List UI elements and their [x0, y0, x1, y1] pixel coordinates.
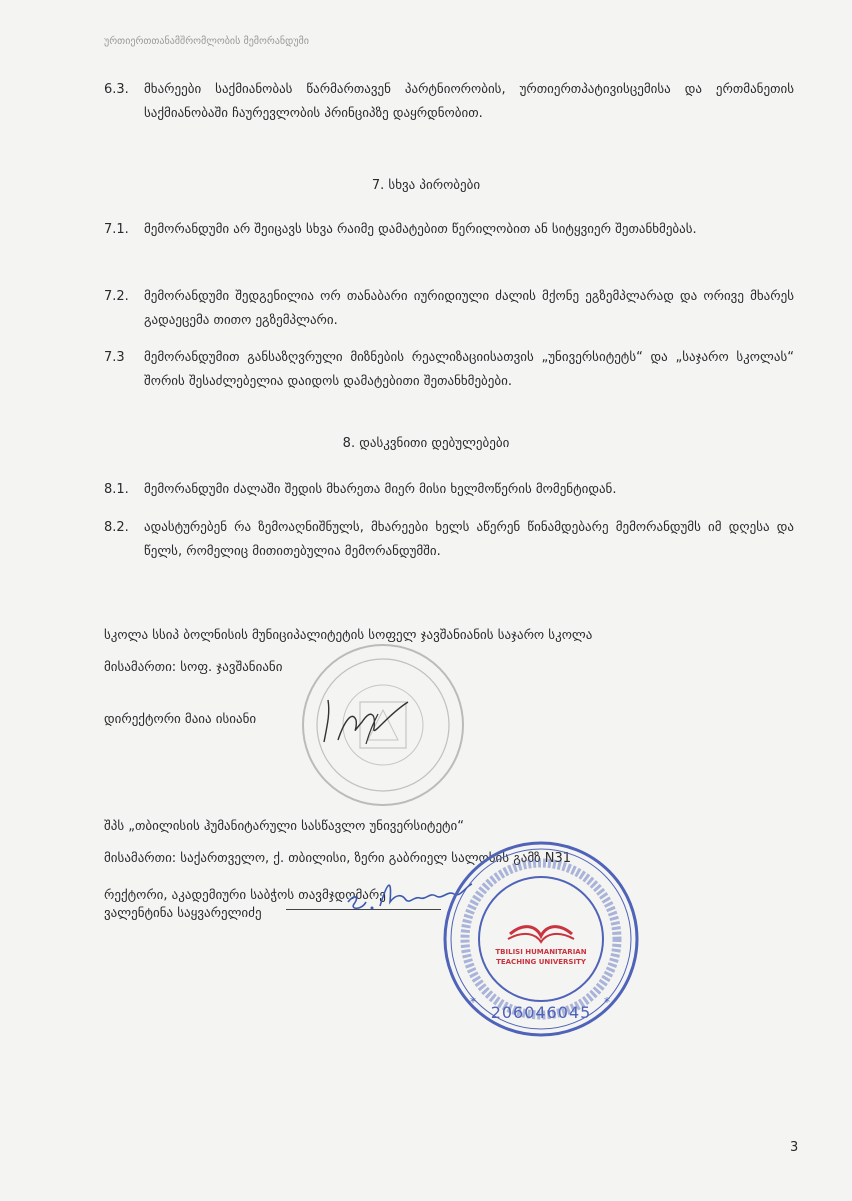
- school-name: სკოლა სსიპ ბოლნისის მუნიციპალიტეტის სოფელ ჯავშანიანის საჯარო სკოლა: [104, 628, 593, 643]
- director-signature-icon: [316, 692, 416, 752]
- clause-8-1: [104, 478, 794, 502]
- clause-7-3: [104, 346, 794, 394]
- clause-7-2: [104, 285, 794, 333]
- clause-text: მხარეები საქმიანობას წარმართავენ პარტნიორობის, ურთიერთპატივისცემისა და ერთმანეთის საქმიანობაში ჩაურევლობის პრინციპზე დაყრდნობით.: [144, 82, 794, 121]
- seal-logo-text-2: TEACHING UNIVERSITY: [496, 958, 586, 966]
- seal-registration-number: 206046045: [490, 1003, 592, 1022]
- clause-number: 8.2.: [104, 520, 129, 535]
- svg-text:*: *: [470, 995, 476, 1009]
- university-rector: ვალენტინა საყვარელიძე: [104, 906, 262, 921]
- clause-6-3: [104, 78, 794, 126]
- clause-text: მემორანდუმი შედგენილია ორ თანაბარი იურიდიული ძალის მქონე ეგზემპლარად და ორივე მხარეს გადაეცემა თითო ეგზემპლარი.: [144, 289, 794, 328]
- seal-logo-text-1: TBILISI HUMANITARIAN: [495, 948, 587, 956]
- clause-number: 7.1.: [104, 222, 129, 237]
- header-note: ურთიერთთანამშრომლობის მემორანდუმი: [104, 36, 309, 47]
- clause-number: 7.2.: [104, 289, 129, 304]
- university-name: შპს „თბილისის ჰუმანიტარული სასწავლო უნივერსიტეტი“: [104, 819, 465, 834]
- university-address: მისამართი: საქართველო, ქ. თბილისი, ზერი გაბრიელ სალოსის გამზ N31: [104, 851, 572, 866]
- section-8-title: 8. დასკვნითი დებულებები: [342, 436, 510, 451]
- clause-text: მემორანდუმით განსაზღვრული მიზნების რეალიზაციისათვის „უნივერსიტეტს“ და „საჯარო სკოლას“ შორის შესაძლებელია დაიდოს დამატებითი შეთანხმებები.: [144, 350, 794, 389]
- svg-text:*: *: [604, 995, 610, 1009]
- school-director: დირექტორი მაია ისიანი: [104, 712, 257, 727]
- clause-number: 6.3.: [104, 82, 129, 97]
- clause-7-1: [104, 218, 794, 242]
- clause-text: ადასტურებენ რა ზემოაღნიშნულს, მხარეები ხელს აწერენ წინამდებარე მემორანდუმს იმ დღესა და წელს, რომელიც მითითებულია მემორანდუმში.: [144, 520, 794, 559]
- clause-text: მემორანდუმი ძალაში შედის მხარეთა მიერ მისი ხელმოწერის მომენტიდან.: [144, 482, 617, 497]
- clause-number: 7.3: [104, 350, 125, 365]
- clause-text: მემორანდუმი არ შეიცავს სხვა რაიმე დამატებით წერილობით ან სიტყვიერ შეთანხმებას.: [144, 222, 697, 237]
- clause-8-2: [104, 516, 794, 564]
- clause-number: 8.1.: [104, 482, 129, 497]
- school-address: მისამართი: სოფ. ჯავშანიანი: [104, 660, 283, 675]
- university-seal-icon: [440, 838, 642, 1040]
- page-number: 3: [790, 1140, 799, 1155]
- section-7-title: 7. სხვა პირობები: [371, 178, 481, 193]
- university-role: რექტორი, აკადემიური საბჭოს თავმჯდომარე: [104, 888, 386, 903]
